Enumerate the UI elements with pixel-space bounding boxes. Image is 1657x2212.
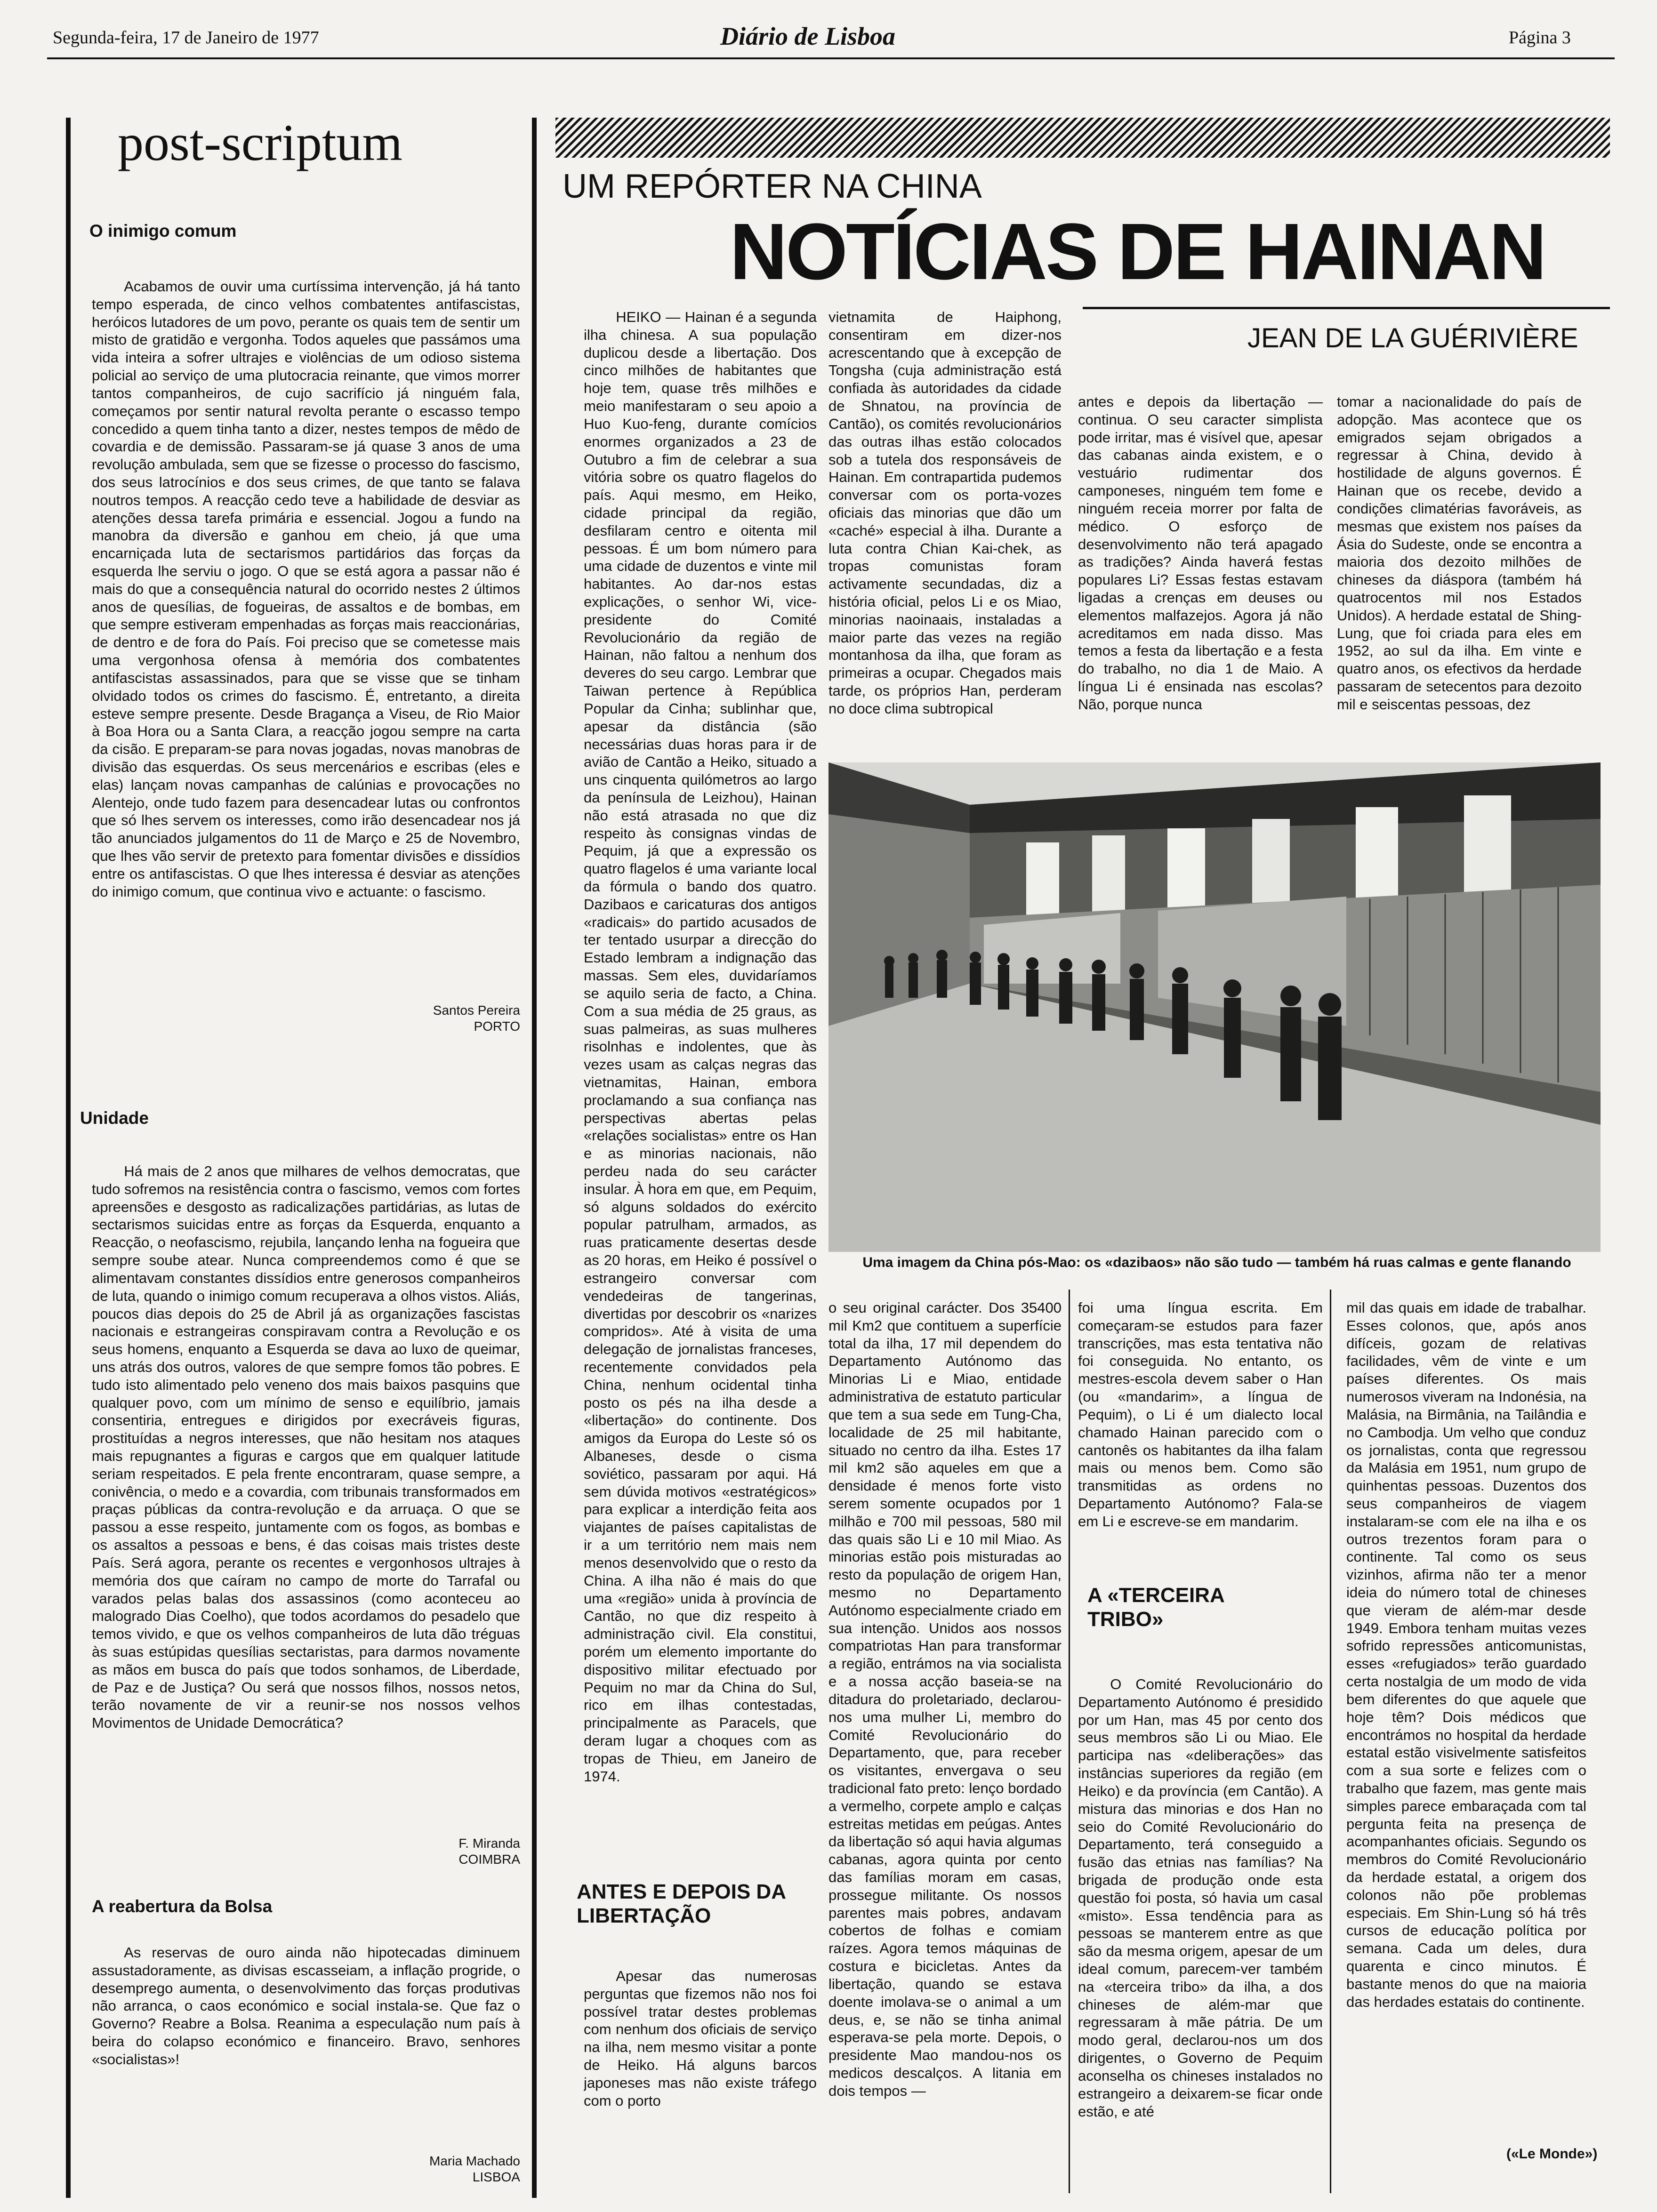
article-column	[828, 308, 1062, 769]
article-text: vietnamita de Haiphong, consentiram em dizer-nos acrescentando que à excepção de Tongsha (cuja administração está confiada às autoridades da cidade de Shnatou, na província de Cantão), os comités revolucionários das outras ilhas estão colocados sob a tutela dos responsáveis de Hainan. Em contrapartida pudemos conversar com os porta-vozes oficiais das minorias que dão um «caché» especial à ilha. Durante a luta contra Chian Kai-chek, as tropas comunistas foram activamente secundadas, diz a história oficial, pelos Li e os Miao, minorias naoinaais, instaladas a maior parte das vezes na região montanhosa da ilha, que foram as primeiras a ocupar. Chegados mais tarde, os próprios Han, perderam no doce clima subtropical	[828, 309, 1062, 717]
author-place: LISBOA	[472, 2169, 520, 2184]
author-name: Santos Pereira	[433, 1003, 520, 1018]
article-text: foi uma língua escrita. Em começaram-se estudos para fazer transcrições, mas esta tentativa não foi conseguida. No entanto, os mestres-escola devem saber o Han (ou «mandarim», a língua de Pequim), o Li é um dialecto local chamado Hainan parecido com o cantonês os habitantes da ilha falam mais ou menos bem. Como são transmitidas as ordens no Departamento Autónomo? Fala-se em Li e escreve-se em mandarim.	[1078, 1299, 1323, 1530]
article-signature	[282, 1002, 520, 1034]
article-text: Acabamos de ouvir uma curtíssima intervenção, já há tanto tempo esperada, de cinco velhos combatentes antifascistas, heróicos lutadores de um povo, perante os quais tem de sentir um misto de gratidão e vergonha. Todos aqueles que passámos uma vida inteira a sofrer ultrajes e violências de um odioso sistema policial ao serviço de uma plutocracia reinante, que vimos morrer tantos companheiros, de cujo sacrifício já ninguém fala, começamos por sentir natural revolta perante o escasso tempo concedido a quem tinha tanto a dizer, nestes tempos de mêdo de covardia e de demissão. Passaram-se já quase 3 anos de uma revolução ambulada, sem que se fizesse o processo do fascismo, dos seus latrocínios e dos seus crimes, de que tanto se falava noutros tempos. A reacção cedo teve a habilidade de desviar as atenções dessa tarefa primária e essencial. Jogou a fundo na manobra da diversão e ganhou em cheio, já que uma encarniçada luta de sectarismos partidários das forças da esquerda lhe serviu o jogo. O que se está agora a passar não é mais do que a consequência natural do ocorrido nestes 2 últimos anos de quesílias, de fogueiras, de assaltos e de bombas, em que sempre estiveram empenhadas as forças mais reaccionárias, de dentro e de fora do País. Foi preciso que se cometesse mais uma vergonhosa ofensa à memória dos combatentes antifascistas assassinados, para que se visse que se tinham olvidado todos os crimes do fascismo. É, entretanto, a direita esteve sempre presente. Desde Bragança a Viseu, de Rio Maior à Boa Hora ou a Santa Clara, a reacção jogou sempre na carta da cisão. E preparam-se para novas jogadas, novas manobras de divisão das esquerdas. Os seus mercenários e escribas (eles e elas) lançam novas campanhas de calúnias e provocações no Alentejo, onde tudo fazem para desencadear lutas ou confrontos que só lhes servem os interesses, como irão desencadear nos já tão anunciados julgamentos do 11 de Março e 25 de Novembro, que lhes vão servir de pretexto para fomentar divisões e dissídios entre os antifascistas. O que lhes interessa é desviar as atenções do inimigo comum, que continua vivo e actuante: o fascismo.	[92, 278, 520, 900]
article-text: As reservas de ouro ainda não hipotecadas diminuem assustadoramente, as divisas escasseiam, a inflação progride, o desemprego aumenta, o desenvolvimento das forças produtivas não arranca, o caos económico e social instala-se. Que faz o Governo? Reabre a Bolsa. Reanima a especulação num país à beira do colapso económico e financeiro. Bravo, senhores «socialistas»!	[92, 1944, 520, 2068]
article-text: o seu original carácter. Dos 35400 mil Km2 que contituem a superfície total da ilha, 17 mil dependem do Departamento Autónomo das Minorias Li e Miao, entidade administrativa de estatuto particular que tem a sua sede em Tung-Cha, localidade de 25 mil habitante, situado no centro da ilha. Estes 17 mil km2 são aqueles em que a densidade é menos forte visto serem somente ocupados por 1 milhão e 700 mil pessoas, 580 mil das quais são Li e 10 mil Miao. As minorias estão pois misturadas ao resto da população de origem Han, mesmo no Departamento Autónomo especialmente criado em sua intenção. Unidos aos nossos compatriotas Han para transformar a região, entrámos na via socialista e a nossa acção baseia-se na ditadura do proletariado, declarou-nos uma mulher Li, membro do Comité Revolucionário do Departamento, que, para receber os visitantes, envergava o seu tradicional fato preto: lenço bordado a vermelho, corpete amplo e calças estreitas metidas em peúgas. Antes da libertação só aqui havia algumas cabanas, agora quinta por cento das famílias moram em casas, prossegue militante. Os nossos parentes mais pobres, andavam cobertos de folhas e comiam raízes. Agora temos máquinas de costura e bicicletas. Antes da libertação, quando se estava doente imolava-se o animal a um deus, e, se não se tinha animal esperava-se pela morte. Depois, o presidente Mao mandou-nos os medicos descalços. A litania em dois tempos —	[828, 1299, 1062, 2099]
subheading: ANTES E DEPOIS DA LIBERTAÇÃO	[577, 1880, 786, 1927]
article-text: Apesar das numerosas perguntas que fizemos não nos foi possível tratar destes problemas com nenhum dos oficiais de serviço na ilha, nem mesmo visitar a ponte de Heiko. Há alguns barcos japoneses mas não existe tráfego com o porto	[584, 1968, 817, 2109]
article-body	[92, 1162, 520, 1807]
photo-caption: Uma imagem da China pós-Mao: os «dazibaos» não são tudo — também há ruas calmas e gente flanando	[862, 1255, 1571, 1270]
article-title: A reabertura da Bolsa	[92, 1897, 273, 1916]
article-column	[584, 1967, 817, 2188]
byline-rule	[1083, 307, 1610, 309]
article-column	[1078, 1675, 1323, 2188]
article-signature	[282, 1835, 520, 1867]
subheading: A «TERCEIRA TRIBO»	[1087, 1584, 1224, 1631]
header-rule	[47, 57, 1615, 59]
byline: JEAN DE LA GUÉRIVIÈRE	[1247, 323, 1578, 353]
article-text: antes e depois da libertação — continua. O seu caracter simplista pode irritar, mas é visível que, apesar das cabanas ainda existem, e o vestuário rudimentar dos camponeses, ninguém tem fome e ninguém receia morrer por falta de médico. O esforço de desenvolvimento não terá apagado as tradições? Ainda haverá festas populares Li? Essas festas estavam ligadas a crenças em deuses ou elementos malfazejos. Agora já não acreditamos em nada disso. Mas temos a festa da libertação e a festa do trabalho, no dia 1 de Maio. A língua Li é ensinada nas escolas? Não, porque nunca	[1078, 393, 1323, 713]
issue-date: Segunda-feira, 17 de Janeiro de 1977	[53, 28, 319, 48]
article-column	[584, 308, 817, 1866]
author-place: PORTO	[474, 1018, 520, 1034]
article-title: O inimigo comum	[89, 221, 237, 240]
headline: NOTÍCIAS DE HAINAN	[730, 207, 1545, 297]
article-column	[1078, 393, 1323, 769]
author-name: F. Miranda	[458, 1836, 520, 1851]
article-column	[828, 1299, 1062, 2188]
article-text: Há mais de 2 anos que milhares de velhos democratas, que tudo sofremos na resistência contra o fascismo, vemos com fortes apreensões e desgosto as radicalizações partidárias, as lutas de sectarismos suicidas entre as forças da Esquerda, enquanto a Reacção, o neofascismo, rejubila, lançando lenha na fogueira que sempre soube atear. Nunca compreendemos como é que se alimentavam constantes dissídios entre generosos companheiros de luta, quando o inimigo comum recuperava a olhos vistos. Aliás, poucos dias depois do 25 de Abril já as organizações fascistas nacionais e estrangeiras conspiravam contra a Revolução e os seus homens, enquanto a Esquerda se dava ao luxo de queimar, uns atrás dos outros, valores de que sempre fomos tão pobres. E tudo isto alimentado pelo veneno dos mais baixos pasquins que qualquer povo, com um mínimo de senso e equilíbrio, jamais consentiria, entregues e dirigidos por execráveis figuras, prostituídas a negros interesses, que não hesitam nos ataques mais repugnantes a figuras e cargos que em qualquer latitude seriam respeitados. E pela frente encontraram, quase sempre, a conivência, o medo e a covardia, com tribunais transformados em praças públicas da contra-revolução e da arruaça. O que se passou a esse respeito, juntamente com os fogos, as bombas e os assaltos a pessoas e bens, é das coisas mais tristes deste País. Será agora, perante os recentes e vergonhosos ultrajes à memória dos que caíram no campo de morte do Tarrafal ou varados pelas balas dos assassinos (como aconteceu ao malogrado Dias Coelho), que todos acordamos do pesadelo que temos vivido, e que os velhos companheiros de luta dão tréguas às suas estúpidas quesílias sectaristas, para darmos novamente as mãos em busca do país que todos sonhamos, de Liberdade, de Paz e de Justiça? Ou será que nossos filhos, nossos netos, terão novamente de vir a reunir-se nos nossos velhos Movimentos de Unidade Democrática?	[92, 1163, 520, 1731]
article-body	[92, 278, 520, 979]
column-rule	[1330, 1290, 1331, 2193]
article-text: mil das quais em idade de trabalhar. Esses colonos, que, após anos difíceis, gozam de relativas facilidades, vêm de vinte e um países diferentes. Os mais numerosos viveram na Indonésia, na Malásia, na Birmânia, na Tailândia e no Cambodja. Um velho que conduz os jornalistas, conta que regressou da Malásia em 1951, num grupo de quinhentas pessoas. Duzentos dos seus companheiros de viagem instalaram-se com ele na ilha e os outros trezentos foram para o continente. Tal como os seus vizinhos, afirma não ter a menor ideia do número total de chineses que vieram de além-mar desde 1949. Embora tenham muitas vezes sofrido repressões anticomunistas, esses «refugiados» terão guardado certa nostalgia de um modo de vida bem diferentes do que aquele que hoje têm? Dois médicos que encontrámos no hospital da herdade estatal estão visivelmente satisfeitos com a sua sorte e felizes com o trabalho que fazem, mas gente mais simples parece embaraçada com tal pergunta feita na presença de acompanhantes oficiais. Segundo os membros do Comité Revolucionário da herdade estatal, a origem dos colonos não põe problemas especiais. Em Shin-Lung só há três cursos de educação política por semana. Cada um deles, dura quarenta e cinco minutos. É bastante menos do que na maioria das herdades estatais do continente.	[1346, 1299, 1586, 2010]
page-number: Página 3	[1509, 28, 1571, 48]
article-text: tomar a nacionalidade do país de adopção. Mas acontece que os emigrados sejam obrigados a regressar à China, devido à hostilidade de alguns governos. É Hainan que os recebe, devido a condições climatérias favoráveis, as mesmas que existem nos países da Ásia do Sudeste, onde se encontra a maioria dos dezoito milhões de chineses da diáspora (também há quatrocentos mil nos Estados Unidos). A herdade estatal de Shing-Lung, que foi criada para eles em 1952, ao sul da ilha. Em vinte e quatro anos, os efectivos da herdade passaram de setecentos para dezoito mil e seiscentas pessoas, dez	[1337, 393, 1582, 713]
kicker: UM REPÓRTER NA CHINA	[563, 168, 982, 205]
article-column	[1078, 1299, 1323, 1572]
article-title: Unidade	[80, 1108, 149, 1128]
hatched-banner	[555, 118, 1610, 158]
author-name: Maria Machado	[429, 2154, 520, 2168]
left-border	[66, 118, 71, 2198]
street-photo	[828, 762, 1601, 1252]
article-signature	[282, 2153, 520, 2185]
article-text: O Comité Revolucionário do Departamento Autónomo é presidido por um Han, mas 45 por cento dos seus membros são Li ou Miao. Ele participa nas «deliberações» das instâncias superiores da região (em Heiko) e da província (em Cantão). A mistura das minorias e dos Han no seio do Comité Revolucionário do Departamento, terá conseguido a fusão das etnias nas famílias? Na brigada de produção onde esta questão foi posta, só havia um casal «misto». Essa tendência para as pessoas se manterem entre as que são da mesma origem, apesar de um ideal comum, parecem-ver também na «terceira tribo» da ilha, a dos chineses de além-mar que regressaram à mãe pátria. De um modo geral, declarou-nos um dos dirigentes, o Governo de Pequim aconselha os chineses instalados no estrangeiro a deixarem-se ficar onde estão, e até	[1078, 1676, 1323, 2120]
masthead: Diário de Lisboa	[720, 22, 895, 50]
column-divider	[532, 118, 537, 2198]
article-column	[1346, 1299, 1586, 2108]
article-text: HEIKO — Hainan é a segunda ilha chinesa. A sua população duplicou desde a libertação. Dos cinco milhões de habitantes que hoje tem, quase três milhões e meio manifestaram o seu apoio a Huo Kuo-feng, durante comícios enormes organizados a 23 de Outubro a fim de celebrar a sua vitória sobre os quatro flagelos do país. Aqui mesmo, em Heiko, cidade principal da região, desfilaram centro e oitenta mil pessoas. É um bom número para uma cidade de duzentos e vinte mil habitantes. Ao dar-nos estas explicações, o senhor Wi, vice-presidente do Comité Revolucionário da região de Hainan, não faltou a nenhum dos deveres do seu cargo. Lembrar que Taiwan pertence à República Popular da Cinha; sublinhar que, apesar da distância (são necessárias duas horas para ir de avião de Cantão a Heiko, situado a uns cinquenta quilómetros ao largo da península de Leizhou), Hainan não está atrasada no que diz respeito às consignas vindas de Pequim, já que a expressão os quatro flagelos é uma variante local da fórmula o bando dos quatro. Dazibaos e caricaturas dos antigos «radicais» do partido acusados de ter tentado usurpar a direcção do Estado lembram a indignação das massas. Sem eles, duvidaríamos se aquilo seria de facto, a China. Com a sua média de 25 graus, as suas palmeiras, as suas mulheres risolnhas e indolentes, que às vezes usam as calças negras das vietnamitas, Hainan, embora proclamando a sua confiança nas perspectivas abertas pelas «relações socialistas» entre os Han e as minorias nacionais, não perdeu nada do seu carácter insular. À hora em que, em Pequim, só alguns soldados do exército popular patrulham, armados, as ruas praticamente desertas desde as 20 horas, em Heiko é possível o estrangeiro conversar com vendedeiras de tangerinas, divertidas por descobrir os «narizes compridos». Até à visita de uma delegação de jornalistas franceses, recentemente convidados pela China, nenhum ocidental tinha posto os pés na ilha desde a «libertação» do continente. Dos amigos da Europa do Leste só os Albaneses, desde o cisma soviético, passaram por aqui. Há sem dúvida motivos «estratégicos» para explicar a interdição feita aos viajantes de países capitalistas de ir a um território nem mais nem menos desenvolvido que o resto da China. A ilha não é mais do que uma «região» unida à província de Cantão, no que diz respeito à administração civil. Ela constitui, porém um elemento importante do dispositivo militar efectuado por Pequim no mar da China do Sul, rico em ilhas contestadas, principalmente as Paracels, que deram lugar a choques com as tropas de Thieu, em Janeiro de 1974.	[584, 309, 817, 1785]
source-credit: («Le Monde»)	[1506, 2146, 1598, 2162]
article-column	[1337, 393, 1582, 769]
column-rule	[1069, 1290, 1070, 2193]
street-scene-illustration	[828, 762, 1601, 1252]
article-body	[92, 1944, 520, 2137]
section-title: post-scriptum	[118, 114, 402, 171]
author-place: COIMBRA	[458, 1851, 520, 1867]
